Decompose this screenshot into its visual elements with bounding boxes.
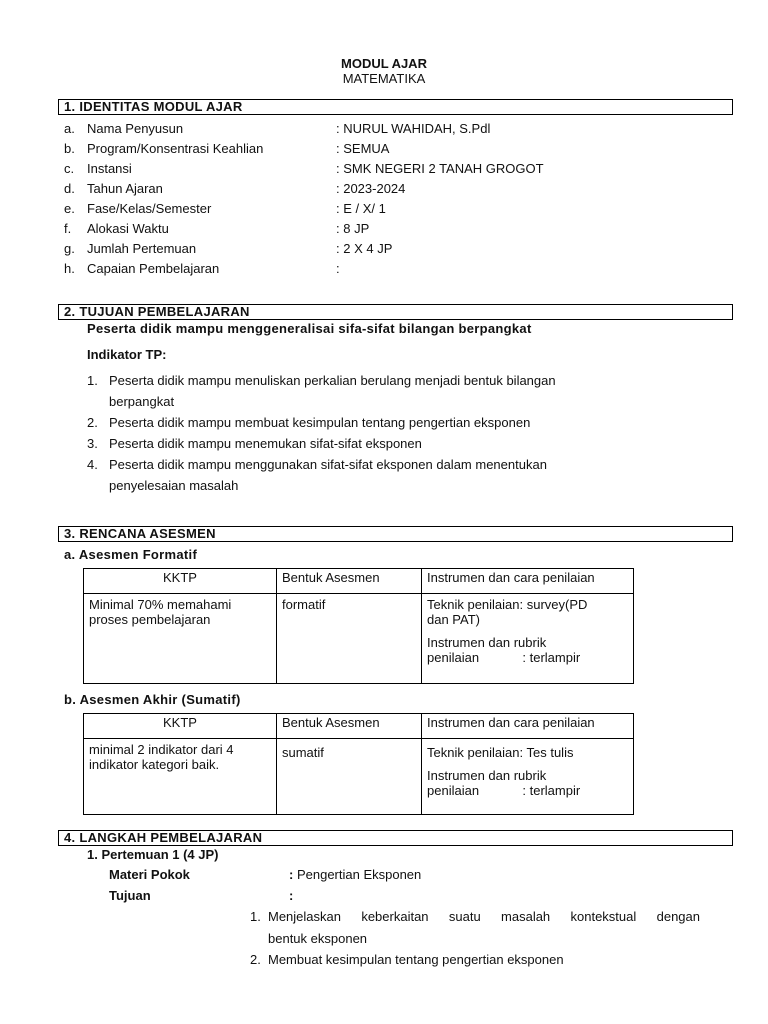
section-heading-identitas: 1. IDENTITAS MODUL AJAR (58, 99, 733, 115)
identity-label: Jumlah Pertemuan (87, 241, 197, 256)
indicator-number: 3. (87, 436, 98, 451)
identity-value: : 2 X 4 JP (336, 241, 393, 256)
indicator-text-cont: berpangkat (109, 394, 175, 409)
indicator-number: 4. (87, 457, 98, 472)
table-row (84, 594, 634, 684)
kktp-cell (84, 739, 277, 815)
indicator-number: 2. (87, 415, 98, 430)
section-heading-tujuan: 2. TUJUAN PEMBELAJARAN (58, 304, 733, 320)
tujuan-number: 1. (250, 909, 261, 924)
bentuk-cell: sumatif (277, 739, 422, 815)
learning-goal: Peserta didik mampu menggeneralisai sifa-sifat bilangan berpangkat (87, 321, 532, 336)
column-header-bentuk: Bentuk Asesmen (277, 569, 422, 594)
column-header-kktp: KKTP (84, 714, 277, 739)
kktp-line: minimal 2 indikator dari 4 (89, 742, 234, 757)
identity-label: Nama Penyusun (87, 121, 184, 136)
indicator-text: Peserta didik mampu menemukan sifat-sifat eksponen (109, 436, 422, 451)
identity-letter: b. (64, 141, 75, 156)
kktp-line: Minimal 70% memahami (89, 597, 232, 612)
kktp-cell (84, 594, 277, 684)
tujuan-label: Tujuan (109, 888, 151, 903)
identity-letter: c. (64, 161, 75, 176)
column-header-bentuk: Bentuk Asesmen (277, 714, 422, 739)
table-header-row (84, 714, 634, 739)
instrumen-cell (422, 739, 634, 815)
indicator-title: Indikator TP: (87, 347, 167, 362)
instrumen-line: Instrumen dan rubrik (427, 635, 547, 650)
section-heading-asesmen: 3. RENCANA ASESMEN (58, 526, 733, 542)
document-subtitle: MATEMATIKA (342, 71, 426, 86)
document-title: MODUL AJAR (341, 56, 427, 71)
identity-letter: d. (64, 181, 75, 196)
instrumen-line: dan PAT) (427, 612, 480, 627)
indicator-text: Peserta didik mampu membuat kesimpulan tentang pengertian eksponen (109, 415, 531, 430)
sumatif-title: b. Asesmen Akhir (Sumatif) (64, 692, 241, 707)
instrumen-line: penilaian : terlampir (427, 783, 581, 798)
indicator-text: Peserta didik mampu menuliskan perkalian berulang menjadi bentuk bilangan (109, 373, 556, 388)
column-header-instrumen: Instrumen dan cara penilaian (422, 569, 634, 594)
indicator-text: Peserta didik mampu menggunakan sifat-sifat eksponen dalam menentukan (109, 457, 547, 472)
materi-label: Materi Pokok (109, 867, 190, 882)
instrumen-line: Teknik penilaian: survey(PD (427, 597, 588, 612)
instrumen-line: Instrumen dan rubrik (427, 768, 547, 783)
identity-letter: h. (64, 261, 75, 276)
column-header-instrumen: Instrumen dan cara penilaian (422, 714, 634, 739)
tujuan-text: Menjelaskan keberkaitan suatu masalah kontekstual dengan (268, 909, 700, 924)
bentuk-cell: formatif (277, 594, 422, 684)
identity-label: Fase/Kelas/Semester (87, 201, 212, 216)
table-header-row (84, 569, 634, 594)
identity-label: Alokasi Waktu (87, 221, 169, 236)
kktp-line: proses pembelajaran (89, 612, 211, 627)
tujuan-text-cont: bentuk eksponen (268, 931, 368, 946)
identity-label: Capaian Pembelajaran (87, 261, 220, 276)
indicator-number: 1. (87, 373, 98, 388)
identity-letter: g. (64, 241, 75, 256)
tujuan-number: 2. (250, 952, 261, 967)
instrumen-line: Teknik penilaian: Tes tulis (427, 745, 574, 760)
tujuan-text: Membuat kesimpulan tentang pengertian eksponen (268, 952, 564, 967)
kktp-line: indikator kategori baik. (89, 757, 220, 772)
sumatif-table (83, 713, 634, 815)
identity-letter: f. (64, 221, 72, 236)
identity-letter: a. (64, 121, 75, 136)
identity-label: Instansi (87, 161, 132, 176)
identity-value: : SEMUA (336, 141, 390, 156)
identity-value: : 8 JP (336, 221, 370, 236)
formatif-table (83, 568, 634, 684)
table-row (84, 739, 634, 815)
identity-value: : SMK NEGERI 2 TANAH GROGOT (336, 161, 544, 176)
materi-value: : Pengertian Eksponen (289, 867, 422, 882)
indicator-text-cont: penyelesaian masalah (109, 478, 239, 493)
identity-letter: e. (64, 201, 75, 216)
identity-value: : 2023-2024 (336, 181, 406, 196)
identity-label: Program/Konsentrasi Keahlian (87, 141, 264, 156)
identity-value: : (336, 261, 340, 276)
identity-value: : NURUL WAHIDAH, S.Pdl (336, 121, 491, 136)
instrumen-cell (422, 594, 634, 684)
formatif-title: a. Asesmen Formatif (64, 547, 198, 562)
section-heading-langkah: 4. LANGKAH PEMBELAJARAN (58, 830, 733, 846)
tujuan-colon: : (289, 888, 294, 903)
identity-label: Tahun Ajaran (87, 181, 163, 196)
instrumen-line: penilaian : terlampir (427, 650, 581, 665)
materi-display: Pengertian Eksponen (293, 867, 422, 882)
meeting-title: 1. Pertemuan 1 (4 JP) (87, 847, 219, 862)
identity-value: : E / X/ 1 (336, 201, 386, 216)
column-header-kktp: KKTP (84, 569, 277, 594)
